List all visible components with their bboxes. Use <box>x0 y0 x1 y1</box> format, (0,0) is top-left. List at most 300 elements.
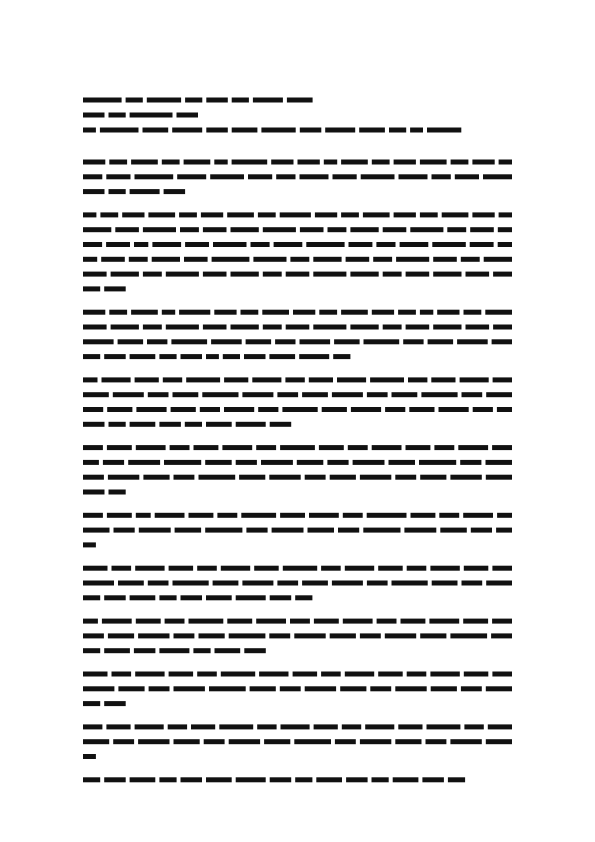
text-word <box>147 98 181 103</box>
text-word <box>498 242 512 247</box>
text-word <box>194 445 219 450</box>
text-word <box>83 325 107 330</box>
text-word <box>313 325 346 330</box>
text-word <box>429 619 459 624</box>
text-word <box>222 445 252 450</box>
text-word <box>239 475 265 480</box>
text-word <box>229 739 260 744</box>
text-word <box>472 212 494 217</box>
text-line <box>83 633 512 638</box>
text-word <box>360 739 391 744</box>
text-word <box>389 128 406 133</box>
text-word <box>159 648 189 653</box>
text-word <box>122 212 144 217</box>
text-word <box>274 242 303 247</box>
text-line <box>83 672 512 677</box>
text-word <box>277 392 298 397</box>
text-word <box>332 581 363 586</box>
text-word <box>136 619 161 624</box>
text-word <box>408 377 427 382</box>
text-word <box>433 272 461 277</box>
text-word <box>261 460 293 465</box>
text-word <box>251 242 270 247</box>
text-line <box>83 739 512 744</box>
text-word <box>351 407 381 412</box>
text-word <box>330 475 356 480</box>
text-word <box>109 113 126 118</box>
text-word <box>330 633 356 638</box>
text-word <box>106 242 130 247</box>
text-word <box>164 189 186 194</box>
text-word <box>264 739 290 744</box>
text-line <box>83 648 266 653</box>
text-line <box>83 542 96 547</box>
text-word <box>399 174 428 179</box>
text-word <box>102 377 131 382</box>
text-word <box>206 98 228 103</box>
text-word <box>224 407 254 412</box>
text-word <box>83 513 103 518</box>
text-word <box>394 160 416 165</box>
text-word <box>111 272 139 277</box>
text-word <box>107 407 132 412</box>
paragraph <box>83 513 512 548</box>
document-body <box>83 160 512 783</box>
text-word <box>184 160 211 165</box>
paragraph <box>83 619 512 654</box>
text-word <box>293 672 318 677</box>
text-word <box>134 648 156 653</box>
text-word <box>214 160 227 165</box>
text-word <box>130 422 156 427</box>
text-word <box>493 325 512 330</box>
text-word <box>280 445 315 450</box>
text-word <box>109 490 126 495</box>
text-word <box>206 595 232 600</box>
text-word <box>431 686 457 691</box>
text-word <box>83 174 102 179</box>
text-word <box>473 407 493 412</box>
text-word <box>396 257 429 262</box>
text-word <box>258 212 276 217</box>
text-word <box>389 460 416 465</box>
text-word <box>315 212 337 217</box>
text-word <box>135 724 164 729</box>
text-line <box>83 513 512 518</box>
text-word <box>244 354 266 359</box>
text-word <box>246 339 272 344</box>
text-line <box>83 174 512 179</box>
text-word <box>270 422 292 427</box>
text-word <box>334 339 360 344</box>
paragraph <box>83 724 512 759</box>
text-word <box>420 160 447 165</box>
text-word <box>206 422 232 427</box>
text-word <box>433 257 457 262</box>
text-word <box>143 325 162 330</box>
text-word <box>221 566 250 571</box>
text-word <box>136 407 166 412</box>
text-word <box>184 257 208 262</box>
text-word <box>199 633 225 638</box>
text-word <box>319 445 344 450</box>
text-word <box>248 174 272 179</box>
text-word <box>286 272 310 277</box>
text-word <box>401 619 426 624</box>
text-word <box>294 739 331 744</box>
text-word <box>350 227 378 232</box>
text-word <box>450 633 487 638</box>
text-word <box>309 513 339 518</box>
text-word <box>437 310 459 315</box>
paragraph <box>83 377 512 426</box>
text-word <box>427 724 461 729</box>
text-word <box>103 460 124 465</box>
text-word <box>244 648 265 653</box>
text-word <box>497 513 512 518</box>
text-word <box>130 189 160 194</box>
text-word <box>109 160 127 165</box>
text-word <box>314 619 339 624</box>
text-word <box>83 407 103 412</box>
text-word <box>447 227 466 232</box>
text-word <box>126 98 143 103</box>
text-word <box>328 227 347 232</box>
text-word <box>185 422 202 427</box>
text-word <box>285 377 304 382</box>
paragraph <box>83 445 512 494</box>
text-word <box>143 128 169 133</box>
text-word <box>231 272 259 277</box>
text-word <box>104 701 126 706</box>
text-line <box>83 310 512 315</box>
text-word <box>276 174 295 179</box>
text-word <box>466 325 490 330</box>
text-word <box>236 422 266 427</box>
text-word <box>337 377 366 382</box>
text-word <box>432 581 458 586</box>
text-word <box>170 445 190 450</box>
text-word <box>83 310 105 315</box>
text-word <box>203 325 227 330</box>
text-word <box>360 475 391 480</box>
text-word <box>185 242 209 247</box>
text-word <box>485 310 512 315</box>
text-word <box>270 777 292 782</box>
text-word <box>193 648 210 653</box>
text-word <box>271 160 293 165</box>
text-word <box>189 513 214 518</box>
text-word <box>83 257 97 262</box>
text-word <box>370 686 391 691</box>
text-word <box>372 310 394 315</box>
text-word <box>213 242 247 247</box>
text-word <box>256 445 276 450</box>
text-word <box>181 354 203 359</box>
text-word <box>464 724 483 729</box>
text-line <box>83 189 185 194</box>
text-word <box>431 377 455 382</box>
text-word <box>169 566 194 571</box>
text-line <box>83 490 126 495</box>
text-word <box>392 581 428 586</box>
text-word <box>340 686 366 691</box>
text-word <box>359 128 385 133</box>
text-word <box>206 128 228 133</box>
text-word <box>496 528 512 533</box>
text-line <box>83 257 512 262</box>
text-word <box>181 777 203 782</box>
text-word <box>83 354 100 359</box>
text-word <box>179 212 197 217</box>
text-word <box>83 633 104 638</box>
text-word <box>470 227 494 232</box>
text-word <box>486 475 512 480</box>
text-word <box>472 160 494 165</box>
text-word <box>319 310 337 315</box>
text-word <box>223 354 240 359</box>
text-word <box>305 686 336 691</box>
text-word <box>166 272 199 277</box>
text-word <box>112 566 132 571</box>
text-word <box>461 257 480 262</box>
text-word <box>373 257 392 262</box>
text-word <box>280 513 305 518</box>
document-header <box>83 98 461 133</box>
text-word <box>236 460 257 465</box>
text-word <box>83 160 105 165</box>
text-word <box>174 633 195 638</box>
text-word <box>434 445 454 450</box>
text-word <box>341 310 368 315</box>
text-word <box>407 672 427 677</box>
text-word <box>300 174 329 179</box>
text-word <box>338 528 359 533</box>
text-word <box>139 528 171 533</box>
text-word <box>392 392 418 397</box>
text-word <box>419 460 456 465</box>
text-word <box>173 392 199 397</box>
text-word <box>403 339 423 344</box>
text-line <box>83 407 512 412</box>
paragraph <box>83 212 512 291</box>
text-word <box>483 174 512 179</box>
text-word <box>113 739 134 744</box>
text-word <box>83 619 98 624</box>
text-word <box>199 475 236 480</box>
text-word <box>406 272 430 277</box>
text-word <box>448 777 465 782</box>
text-word <box>372 445 402 450</box>
text-word <box>486 686 512 691</box>
text-word <box>486 392 512 397</box>
text-line <box>83 339 512 344</box>
text-word <box>174 686 205 691</box>
text-word <box>463 513 493 518</box>
text-word <box>106 174 130 179</box>
text-word <box>189 619 224 624</box>
text-word <box>395 686 426 691</box>
text-word <box>254 566 279 571</box>
text-word <box>385 633 416 638</box>
text-word <box>111 325 139 330</box>
text-word <box>492 445 512 450</box>
text-word <box>442 212 469 217</box>
text-word <box>333 174 357 179</box>
text-word <box>333 354 350 359</box>
text-word <box>106 724 130 729</box>
text-word <box>104 286 126 291</box>
text-word <box>104 595 126 600</box>
text-word <box>457 339 488 344</box>
text-word <box>470 242 494 247</box>
text-word <box>109 310 127 315</box>
text-word <box>209 686 246 691</box>
text-word <box>270 595 292 600</box>
text-word <box>493 272 512 277</box>
text-word <box>83 272 107 277</box>
text-word <box>148 212 175 217</box>
text-word <box>200 407 220 412</box>
text-word <box>136 513 151 518</box>
text-word <box>427 128 461 133</box>
text-word <box>135 672 164 677</box>
text-word <box>180 227 199 232</box>
text-word <box>246 528 267 533</box>
text-word <box>83 128 96 133</box>
text-word <box>83 422 105 427</box>
text-word <box>169 672 194 677</box>
text-word <box>410 128 423 133</box>
text-word <box>83 672 108 677</box>
text-word <box>197 672 217 677</box>
text-word <box>83 445 103 450</box>
text-word <box>395 475 416 480</box>
text-word <box>309 377 333 382</box>
text-word <box>383 227 407 232</box>
text-line <box>83 212 512 217</box>
text-word <box>432 242 466 247</box>
text-line <box>83 272 512 277</box>
text-word <box>130 595 156 600</box>
text-word <box>100 212 118 217</box>
text-word <box>227 212 254 217</box>
text-word <box>404 528 436 533</box>
text-word <box>394 212 416 217</box>
text-word <box>297 460 324 465</box>
text-word <box>104 354 126 359</box>
text-word <box>130 354 156 359</box>
text-word <box>400 242 429 247</box>
text-word <box>372 777 389 782</box>
text-word <box>491 633 512 638</box>
text-word <box>108 475 139 480</box>
text-word <box>499 160 512 165</box>
text-word <box>128 460 160 465</box>
text-line <box>83 701 126 706</box>
text-word <box>280 686 301 691</box>
paragraph <box>83 777 465 782</box>
text-word <box>229 633 266 638</box>
text-word <box>290 257 309 262</box>
text-word <box>295 595 312 600</box>
text-word <box>203 227 227 232</box>
text-word <box>83 542 96 547</box>
text-word <box>314 724 338 729</box>
text-word <box>460 377 489 382</box>
text-word <box>327 460 348 465</box>
text-word <box>202 392 238 397</box>
text-word <box>275 339 295 344</box>
text-word <box>332 392 363 397</box>
text-word <box>348 445 368 450</box>
text-word <box>466 272 490 277</box>
text-word <box>135 174 174 179</box>
text-word <box>102 619 132 624</box>
text-word <box>345 566 374 571</box>
text-word <box>191 724 215 729</box>
text-word <box>179 310 210 315</box>
text-word <box>177 174 206 179</box>
text-word <box>135 566 164 571</box>
text-word <box>440 528 467 533</box>
text-word <box>261 128 295 133</box>
text-word <box>378 566 403 571</box>
text-word <box>343 619 373 624</box>
text-word <box>242 392 273 397</box>
text-word <box>269 633 290 638</box>
text-word <box>114 528 135 533</box>
text-word <box>166 325 199 330</box>
text-word <box>406 445 431 450</box>
text-word <box>147 339 167 344</box>
text-line <box>83 777 465 782</box>
text-word <box>385 407 405 412</box>
text-word <box>83 754 96 759</box>
text-word <box>131 310 158 315</box>
text-word <box>148 581 169 586</box>
text-word <box>185 98 202 103</box>
text-word <box>407 566 427 571</box>
paragraph <box>83 310 512 359</box>
text-word <box>450 739 481 744</box>
text-word <box>107 445 132 450</box>
text-word <box>231 325 259 330</box>
text-word <box>343 513 363 518</box>
text-word <box>300 128 322 133</box>
header-line <box>83 128 461 133</box>
text-word <box>165 619 185 624</box>
text-word <box>383 272 402 277</box>
text-word <box>227 619 252 624</box>
text-word <box>298 160 320 165</box>
text-word <box>232 98 249 103</box>
text-word <box>262 310 289 315</box>
text-line <box>83 619 512 624</box>
header-line <box>83 113 198 118</box>
text-word <box>115 227 139 232</box>
paragraph <box>83 672 512 707</box>
text-word <box>471 528 492 533</box>
text-word <box>83 701 100 706</box>
text-word <box>258 407 278 412</box>
text-word <box>325 128 355 133</box>
text-line <box>83 392 512 397</box>
text-word <box>464 672 489 677</box>
text-word <box>364 339 400 344</box>
text-word <box>159 777 176 782</box>
text-word <box>300 339 331 344</box>
